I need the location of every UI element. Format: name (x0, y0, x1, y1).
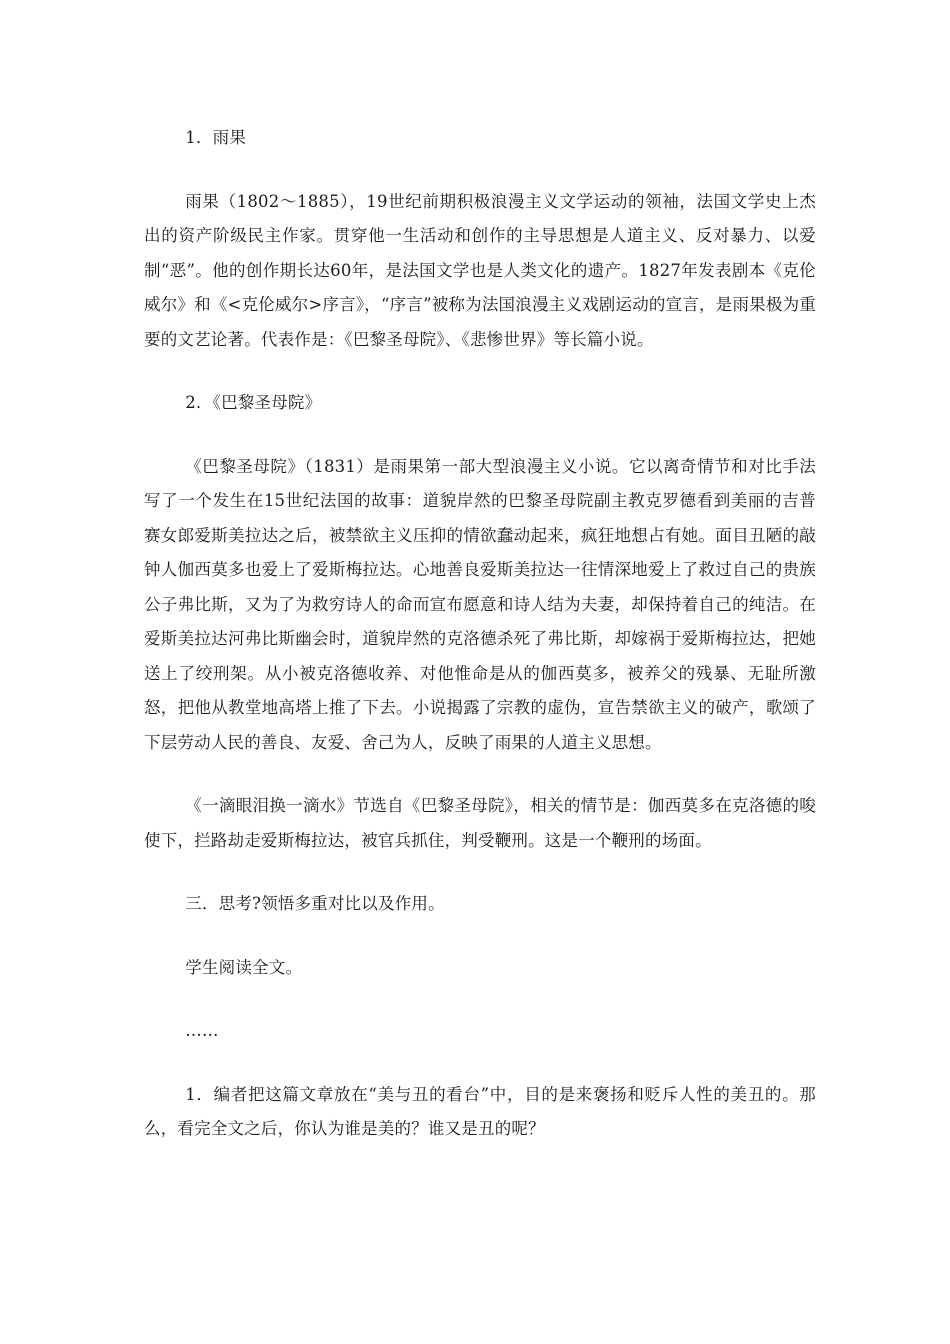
section-heading-reflection: 三．思考?领悟多重对比以及作用。 (185, 894, 445, 913)
paragraph-hugo-bio: 雨果（1802～1885），19世纪前期积极浪漫主义文学运动的领袖，法国文学史上杰出的资产阶级民主作家。贯穿他一生活动和创作的主导思想是人道主义、反对暴力、以爱制“恶”。他的创作期长达60年，是法国文学也是人类文化的遗产。1827年发表剧本《克伦威尔》和《<克伦威尔>序言》，“序言”被称为法国浪漫主义戏剧运动的宣言，是雨果极为重要的文艺论著。代表作是：《巴黎圣母院》、《悲惨世界》等长篇小说。 (144, 191, 816, 349)
paragraph-excerpt-context: 《一滴眼泪换一滴水》节选自《巴黎圣母院》，相关的情节是：伽西莫多在克洛德的唆使下，拦路劫走爱斯梅拉达，被官兵抓住，判受鞭刑。这是一个鞭刑的场面。 (144, 796, 816, 850)
section-heading-hugo: 1．雨果 (185, 128, 247, 147)
ellipsis-text: …… (185, 1021, 219, 1040)
section-heading-notre-dame: 2．《巴黎圣母院》 (185, 393, 322, 412)
paragraph-notre-dame-summary: 《巴黎圣母院》（1831）是雨果第一部大型浪漫主义小说。它以离奇情节和对比手法写了一个发生在15世纪法国的故事：道貌岸然的巴黎圣母院副主教克罗德看到美丽的吉普赛女郎爱斯美拉达之后，被禁欲主义压抑的情欲蠢动起来，疯狂地想占有她。面目丑陋的敲钟人伽西莫多也爱上了爱斯梅拉达。心地善良爱斯美拉达一往情深地爱上了救过自己的贵族公子弗比斯，又为了为救穷诗人的命而宣布愿意和诗人结为夫妻，却保持着自己的纯洁。在爱斯美拉达河弗比斯幽会时，道貌岸然的克洛德杀死了弗比斯，却嫁祸于爱斯梅拉达，把她送上了绞刑架。从小被克洛德收养、对他惟命是从的伽西莫多，被养父的残暴、无耻所激怒，把他从教堂地高塔上推了下去。小说揭露了宗教的虚伪，宣告禁欲主义的破产，歌颂了下层劳动人民的善良、友爱、舍己为人，反映了雨果的人道主义思想。 (144, 456, 816, 752)
paragraph-instruction: 学生阅读全文。 (185, 957, 303, 977)
document-body (144, 121, 816, 1176)
paragraph-question-1: 1．编者把这篇文章放在“美与丑的看台”中，目的是来褒扬和贬斥人性的美丑的。那么，看完全文之后，你认为谁是美的？谁又是丑的呢？ (144, 1084, 816, 1138)
